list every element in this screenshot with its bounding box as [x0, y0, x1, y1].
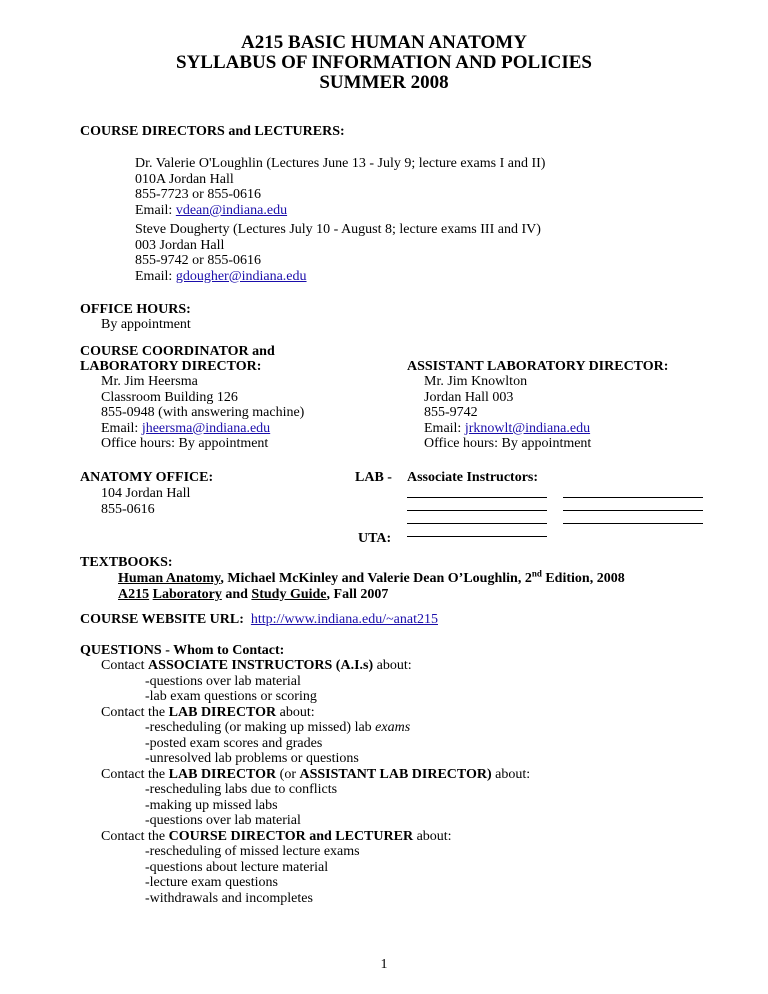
- director-1-phone: 855-7723 or 855-0616: [135, 187, 261, 202]
- email-label: Email:: [424, 420, 465, 436]
- contact-item: -unresolved lab problems or questions: [145, 751, 359, 766]
- assistant-email-link[interactable]: jrknowlt@indiana.edu: [464, 420, 591, 436]
- contact-item: -withdrawals and incompletes: [145, 890, 313, 906]
- title-line-3: SUMMER 2008: [319, 72, 449, 93]
- director-2: [135, 222, 541, 284]
- office-hours-heading: OFFICE HOURS:: [80, 302, 191, 317]
- coordinator-heading-2: LABORATORY DIRECTOR:: [80, 359, 262, 374]
- uta-label: UTA:: [358, 531, 392, 546]
- textbook-2-part-a: A215: [118, 587, 150, 602]
- director-2-office: 003 Jordan Hall: [135, 237, 225, 253]
- director-2-email-link[interactable]: gdougher@indiana.edu: [175, 268, 307, 284]
- contact-item: -rescheduling (or making up missed) lab exams: [145, 720, 411, 735]
- contact-item: -posted exam scores and grades: [145, 735, 323, 751]
- ai-lines-left: [407, 486, 547, 537]
- director-2-name: Steve Dougherty (Lectures July 10 - August 8; lecture exams III and IV): [135, 222, 541, 237]
- ai-lines-right: [563, 486, 703, 524]
- questions-list: [101, 658, 530, 906]
- coordinator-name: Mr. Jim Heersma: [101, 374, 198, 389]
- coordinator-hours: Office hours: By appointment: [101, 436, 269, 451]
- contact-item: -questions about lecture material: [145, 859, 329, 875]
- anatomy-office-phone: 855-0616: [101, 501, 155, 517]
- contact-item: -lab exam questions or scoring: [145, 689, 317, 704]
- contact-line: Contact the LAB DIRECTOR about:: [101, 704, 315, 720]
- coordinator-heading-1: COURSE COORDINATOR and: [80, 344, 275, 359]
- website-url-link[interactable]: http://www.indiana.edu/~anat215: [250, 612, 438, 627]
- ai-blank-line: [407, 486, 547, 498]
- textbook-1-sup: nd: [531, 568, 542, 579]
- director-1-email-row: [135, 203, 545, 219]
- email-label: Email:: [101, 420, 142, 436]
- director-1-email-link[interactable]: vdean@indiana.edu: [175, 202, 288, 218]
- textbook-1: [118, 568, 625, 587]
- ai-blank-line: [407, 499, 547, 511]
- title-line-1: A215 BASIC HUMAN ANATOMY: [241, 32, 527, 53]
- uta-blank-line: [407, 525, 547, 537]
- title-line-2: SYLLABUS OF INFORMATION AND POLICIES: [176, 52, 592, 73]
- textbook-2-part-c: and: [225, 587, 248, 602]
- office-hours-text: By appointment: [101, 317, 191, 332]
- textbook-2-part-d: Study Guide: [251, 587, 327, 602]
- contact-item: -lecture exam questions: [145, 875, 278, 890]
- anatomy-office-location: 104 Jordan Hall: [101, 486, 191, 501]
- coordinator-email-row: [101, 421, 304, 437]
- director-1-name: Dr. Valerie O'Loughlin (Lectures June 13 - July 9; lecture exams I and II): [135, 156, 546, 171]
- contact-item: -rescheduling of missed lecture exams: [145, 844, 360, 859]
- assistant-name: Mr. Jim Knowlton: [424, 374, 528, 389]
- textbook-2-part-b: Laboratory: [152, 587, 222, 602]
- assistant-phone: 855-9742: [424, 405, 478, 420]
- ai-blank-line: [563, 512, 703, 524]
- director-2-phone: 855-9742 or 855-0616: [135, 253, 261, 268]
- contact-line: Contact ASSOCIATE INSTRUCTORS (A.I.s) about:: [101, 658, 412, 673]
- website-label: COURSE WEBSITE URL:: [80, 612, 244, 627]
- contact-group-3: [101, 767, 530, 829]
- contact-item: -rescheduling labs due to conflicts: [145, 782, 338, 797]
- contact-group-2: [101, 705, 530, 767]
- assistant-email-row: [424, 421, 591, 437]
- page-number: 1: [380, 957, 388, 972]
- lab-ai-heading: Associate Instructors:: [407, 470, 539, 485]
- contact-item: -making up missed labs: [145, 797, 278, 813]
- contact-line: Contact the COURSE DIRECTOR and LECTURER about:: [101, 828, 452, 844]
- website-row: [80, 612, 438, 628]
- coordinator-email-link[interactable]: jheersma@indiana.edu: [141, 420, 271, 436]
- ai-blank-line: [407, 512, 547, 524]
- textbook-2-part-e: , Fall 2007: [326, 587, 389, 602]
- email-label: Email:: [135, 268, 176, 284]
- lab-prefix: LAB -: [355, 470, 392, 485]
- course-directors-heading: COURSE DIRECTORS and LECTURERS:: [80, 124, 345, 139]
- textbook-1-authors: , Michael McKinley and Valerie Dean O’Loughlin, 2: [220, 571, 532, 586]
- anatomy-office-details: [101, 486, 190, 517]
- textbook-1-edition: Edition, 2008: [541, 571, 625, 586]
- assistant-details: [424, 374, 591, 452]
- contact-group-4: [101, 829, 530, 907]
- coordinator-phone: 855-0948 (with answering machine): [101, 405, 305, 420]
- director-1-office: 010A Jordan Hall: [135, 171, 234, 187]
- contact-group-1: [101, 658, 530, 705]
- assistant-heading: ASSISTANT LABORATORY DIRECTOR:: [407, 359, 669, 374]
- ai-blank-line: [563, 499, 703, 511]
- textbook-2: [118, 587, 388, 603]
- contact-item: -questions over lab material: [145, 813, 301, 828]
- textbook-1-title: Human Anatomy: [118, 571, 221, 586]
- ai-blank-line: [563, 486, 703, 498]
- contact-line: Contact the LAB DIRECTOR (or ASSISTANT LAB DIRECTOR) about:: [101, 766, 531, 782]
- assistant-office: Jordan Hall 003: [424, 389, 514, 405]
- email-label: Email:: [135, 202, 176, 218]
- questions-heading: QUESTIONS - Whom to Contact:: [80, 643, 285, 658]
- coordinator-details: [101, 374, 304, 452]
- director-1: [135, 156, 545, 218]
- assistant-hours: Office hours: By appointment: [424, 436, 592, 451]
- director-2-email-row: [135, 269, 541, 285]
- coordinator-office: Classroom Building 126: [101, 389, 238, 405]
- textbooks-heading: TEXTBOOKS:: [80, 555, 173, 570]
- contact-item: -questions over lab material: [145, 673, 301, 689]
- anatomy-office-heading: ANATOMY OFFICE:: [80, 470, 214, 485]
